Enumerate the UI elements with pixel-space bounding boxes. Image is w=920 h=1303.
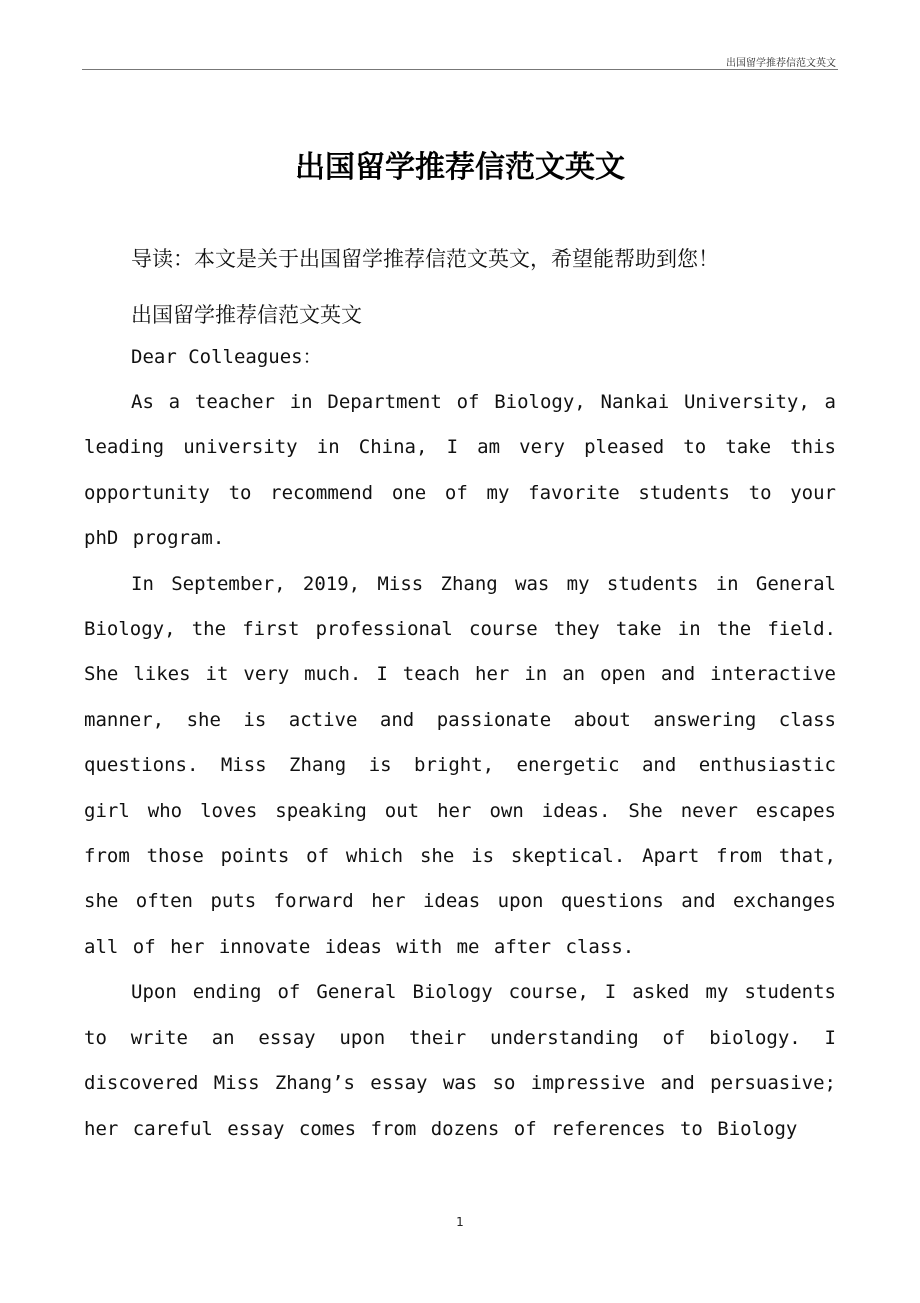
page-number: 1 [456,1215,464,1229]
paragraph-2: In September, 2019, Miss Zhang was my students in General Biology, the first professional course they take in the field. She likes it very much. I teach her in an open and interactive manner, she is active and passionate about answering class questions. Miss Zhang is bright, energetic and enthusiastic girl who loves speaking out her own ideas. She never escapes from those points of which she is skeptical. Apart from that, she often puts forward her ideas upon questions and exchanges all of her innovate ideas with me after class. [84,572,836,958]
paragraph-3: Upon ending of General Biology course, I asked my students to write an essay upon their understanding of biology. I discovered Miss Zhang’s essay was so impressive and persuasive; her careful essay comes from dozens of references to Biology [84,981,836,1140]
paragraph-1: As a teacher in Department of Biology, Nankai University, a leading university in China, I am very pleased to take this opportunity to recommend one of my favorite students to your phD program. [84,391,836,550]
document-body [84,240,836,1152]
salutation: Dear Colleagues： [131,346,322,368]
intro-line: 导读：本文是关于出国留学推荐信范文英文，希望能帮助到您！ [131,247,719,271]
subtitle-line: 出国留学推荐信范文英文 [131,303,362,327]
document-title: 出国留学推荐信范文英文 [295,150,625,185]
header-rule [82,69,838,70]
running-header: 出国留学推荐信范文英文 [726,58,836,69]
